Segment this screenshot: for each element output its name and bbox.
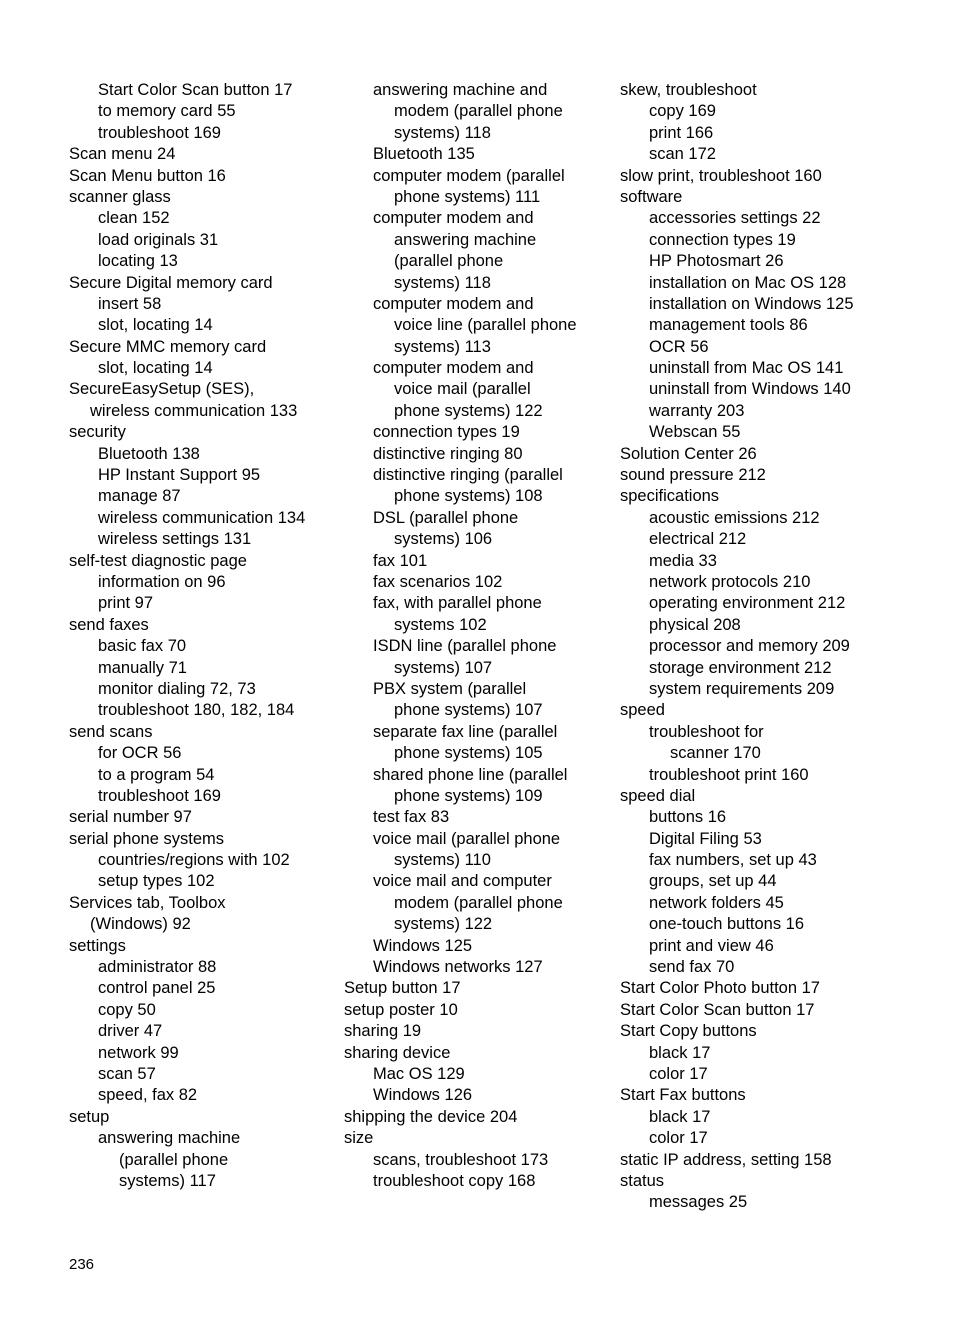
index-entry: skew, troubleshoot — [620, 81, 757, 99]
index-subentry: scan 57 — [98, 1064, 156, 1083]
index-subentry: scans, troubleshoot 173 — [373, 1150, 549, 1169]
index-subentry: answering machine and — [373, 81, 548, 99]
index-subentry: phone systems) 109 — [394, 786, 543, 805]
index-subentry: Windows 125 — [373, 936, 473, 955]
index-entry: settings — [69, 936, 126, 955]
index-column-3 — [620, 80, 920, 1214]
index-subentry: voice mail (parallel — [394, 380, 531, 399]
index-entry: send scans — [69, 722, 153, 741]
index-subentry: systems) 118 — [394, 123, 491, 142]
index-subentry: basic fax 70 — [98, 637, 187, 656]
index-subentry: systems) 118 — [394, 273, 491, 292]
index-entry: serial phone systems — [69, 829, 224, 848]
index-subentry: systems) 110 — [394, 851, 491, 870]
index-subentry: buttons 16 — [649, 808, 727, 827]
index-entry: static IP address, setting 158 — [620, 1150, 832, 1169]
index-entry: sharing 19 — [344, 1022, 422, 1041]
index-subentry: troubleshoot 169 — [98, 786, 221, 805]
index-subentry: PBX system (parallel — [373, 679, 527, 698]
index-subentry: electrical 212 — [649, 530, 747, 549]
index-subentry: modem (parallel phone — [394, 893, 563, 912]
index-subentry: network protocols 210 — [649, 572, 811, 591]
index-column-2 — [344, 80, 614, 1192]
index-subentry: network 99 — [98, 1043, 179, 1062]
index-entry: Secure MMC memory card — [69, 337, 267, 356]
index-subentry: copy 169 — [649, 102, 716, 121]
index-subentry: wireless communication 134 — [98, 508, 306, 527]
index-subentry: distinctive ringing (parallel — [373, 466, 563, 485]
index-subentry: color 17 — [649, 1064, 708, 1083]
index-subentry: systems) 122 — [394, 915, 493, 934]
index-subentry: troubleshoot 169 — [98, 123, 221, 142]
index-subentry: information on 96 — [98, 572, 226, 591]
index-subentry: uninstall from Windows 140 — [649, 380, 851, 399]
index-subentry: driver 47 — [98, 1022, 163, 1041]
index-subentry: Windows 126 — [373, 1086, 473, 1105]
index-subentry: manually 71 — [98, 658, 187, 677]
index-subentry: uninstall from Mac OS 141 — [649, 359, 844, 378]
index-entry: scanner glass — [69, 187, 171, 206]
index-subentry: manage 87 — [98, 487, 181, 506]
index-subentry: operating environment 212 — [649, 594, 846, 613]
index-entry: sharing device — [344, 1043, 451, 1062]
index-subentry: media 33 — [649, 551, 717, 570]
index-subentry: acoustic emissions 212 — [649, 508, 820, 527]
index-subentry: print 166 — [649, 123, 714, 142]
index-entry: serial number 97 — [69, 808, 192, 827]
index-entry: size — [344, 1129, 374, 1148]
index-subentry: fax scenarios 102 — [373, 572, 503, 591]
index-entry: Setup button 17 — [344, 979, 461, 998]
index-subentry: Start Color Scan button 17 — [98, 81, 293, 99]
index-entry: Scan Menu button 16 — [69, 166, 226, 185]
index-subentry: test fax 83 — [373, 808, 450, 827]
index-subentry: physical 208 — [649, 615, 741, 634]
index-subentry: one-touch buttons 16 — [649, 915, 805, 934]
index-subentry: Bluetooth 138 — [98, 444, 200, 463]
index-subentry: to memory card 55 — [98, 102, 236, 121]
index-subentry: ISDN line (parallel phone — [373, 637, 557, 656]
index-subentry: slot, locating 14 — [98, 316, 213, 335]
index-subentry: computer modem (parallel — [373, 166, 565, 185]
page-number: 236 — [69, 1256, 95, 1273]
index-subentry: wireless communication 133 — [90, 401, 298, 420]
index-subentry: troubleshoot 180, 182, 184 — [98, 701, 295, 720]
index-subentry: print 97 — [98, 594, 154, 613]
index-entry: sound pressure 212 — [620, 466, 766, 485]
index-entry: Services tab, Toolbox — [69, 893, 226, 912]
index-subentry: Digital Filing 53 — [649, 829, 762, 848]
index-subentry: phone systems) 107 — [394, 701, 543, 720]
index-entry: specifications — [620, 487, 720, 506]
index-subentry: OCR 56 — [649, 337, 709, 356]
index-subentry: speed, fax 82 — [98, 1086, 198, 1105]
index-subentry: for OCR 56 — [98, 744, 182, 763]
index-subentry: to a program 54 — [98, 765, 215, 784]
index-subentry: (Windows) 92 — [90, 915, 191, 934]
index-subentry: load originals 31 — [98, 230, 219, 249]
index-subentry: Windows networks 127 — [373, 958, 543, 977]
index-entry: slow print, troubleshoot 160 — [620, 166, 822, 185]
index-entry: shipping the device 204 — [344, 1107, 518, 1126]
index-subentry: scan 172 — [649, 145, 716, 164]
index-subentry: troubleshoot for — [649, 722, 764, 741]
index-subentry: systems) 107 — [394, 658, 493, 677]
index-subentry: (parallel phone — [119, 1150, 229, 1169]
index-entry: Start Fax buttons — [620, 1086, 746, 1105]
index-subentry: voice mail and computer — [373, 872, 552, 891]
index-entry: status — [620, 1171, 665, 1190]
index-entry: speed — [620, 701, 665, 720]
index-subentry: accessories settings 22 — [649, 209, 821, 228]
index-subentry: HP Instant Support 95 — [98, 466, 261, 485]
index-subentry: troubleshoot copy 168 — [373, 1171, 536, 1190]
index-subentry: computer modem and — [373, 294, 534, 313]
index-subentry: systems 102 — [394, 615, 487, 634]
index-subentry: monitor dialing 72, 73 — [98, 679, 256, 698]
index-subentry: computer modem and — [373, 359, 534, 378]
index-subentry: network folders 45 — [649, 893, 784, 912]
index-subentry: DSL (parallel phone — [373, 508, 519, 527]
index-subentry: systems) 106 — [394, 530, 493, 549]
index-entry: speed dial — [620, 786, 696, 805]
index-subentry: wireless settings 131 — [98, 530, 252, 549]
index-subentry: HP Photosmart 26 — [649, 252, 784, 271]
index-subentry: storage environment 212 — [649, 658, 832, 677]
index-subentry: black 17 — [649, 1107, 711, 1126]
index-entry: SecureEasySetup (SES), — [69, 380, 255, 399]
index-subentry: voice line (parallel phone — [394, 316, 577, 335]
index-entry: Solution Center 26 — [620, 444, 757, 463]
index-subentry: setup types 102 — [98, 872, 215, 891]
index-subentry: installation on Mac OS 128 — [649, 273, 847, 292]
index-column-1 — [69, 80, 339, 1192]
index-subentry: answering machine — [394, 230, 537, 249]
index-entry: Start Color Photo button 17 — [620, 979, 820, 998]
index-subentry: send fax 70 — [649, 958, 735, 977]
index-entry: security — [69, 423, 126, 442]
index-subentry: Bluetooth 135 — [373, 145, 475, 164]
index-subentry: clean 152 — [98, 209, 170, 228]
index-subentry: phone systems) 108 — [394, 487, 543, 506]
index-entry: Start Copy buttons — [620, 1022, 757, 1041]
index-subentry: messages 25 — [649, 1193, 748, 1212]
index-subentry: slot, locating 14 — [98, 359, 213, 378]
index-entry: setup poster 10 — [344, 1000, 458, 1019]
index-entry: Start Color Scan button 17 — [620, 1000, 815, 1019]
index-subentry: voice mail (parallel phone — [373, 829, 561, 848]
index-entry: send faxes — [69, 615, 149, 634]
index-entry: self-test diagnostic page — [69, 551, 247, 570]
index-subentry: fax, with parallel phone — [373, 594, 542, 613]
index-entry: setup — [69, 1107, 110, 1126]
index-subentry: locating 13 — [98, 252, 178, 271]
index-subentry: answering machine — [98, 1129, 241, 1148]
index-subentry: troubleshoot print 160 — [649, 765, 809, 784]
index-subentry: (parallel phone — [394, 252, 504, 271]
index-subentry: phone systems) 111 — [394, 187, 541, 206]
index-subentry: copy 50 — [98, 1000, 156, 1019]
index-subentry: countries/regions with 102 — [98, 851, 290, 870]
index-subentry: black 17 — [649, 1043, 711, 1062]
index-subentry: administrator 88 — [98, 958, 217, 977]
index-subentry: modem (parallel phone — [394, 102, 563, 121]
index-subentry: distinctive ringing 80 — [373, 444, 523, 463]
index-subentry: control panel 25 — [98, 979, 216, 998]
index-subentry: installation on Windows 125 — [649, 294, 854, 313]
index-subentry: phone systems) 122 — [394, 401, 543, 420]
index-subentry: groups, set up 44 — [649, 872, 777, 891]
index-subentry: management tools 86 — [649, 316, 808, 335]
index-subentry: separate fax line (parallel — [373, 722, 558, 741]
index-subentry: shared phone line (parallel — [373, 765, 568, 784]
index-subentry: system requirements 209 — [649, 679, 835, 698]
index-subentry: insert 58 — [98, 294, 162, 313]
index-subentry: phone systems) 105 — [394, 744, 543, 763]
index-entry: Scan menu 24 — [69, 145, 176, 164]
index-entry: software — [620, 187, 683, 206]
index-subentry: fax numbers, set up 43 — [649, 851, 817, 870]
index-subentry: warranty 203 — [649, 401, 745, 420]
index-entry: Secure Digital memory card — [69, 273, 273, 292]
index-subentry: scanner 170 — [670, 744, 761, 763]
index-subentry: Webscan 55 — [649, 423, 741, 442]
index-subentry: color 17 — [649, 1129, 708, 1148]
index-subentry: systems) 117 — [119, 1171, 216, 1190]
index-subentry: print and view 46 — [649, 936, 774, 955]
index-subentry: computer modem and — [373, 209, 534, 228]
index-subentry: Mac OS 129 — [373, 1064, 465, 1083]
index-subentry: fax 101 — [373, 551, 428, 570]
index-subentry: processor and memory 209 — [649, 637, 850, 656]
index-subentry: connection types 19 — [649, 230, 796, 249]
index-subentry: systems) 113 — [394, 337, 491, 356]
index-subentry: connection types 19 — [373, 423, 520, 442]
